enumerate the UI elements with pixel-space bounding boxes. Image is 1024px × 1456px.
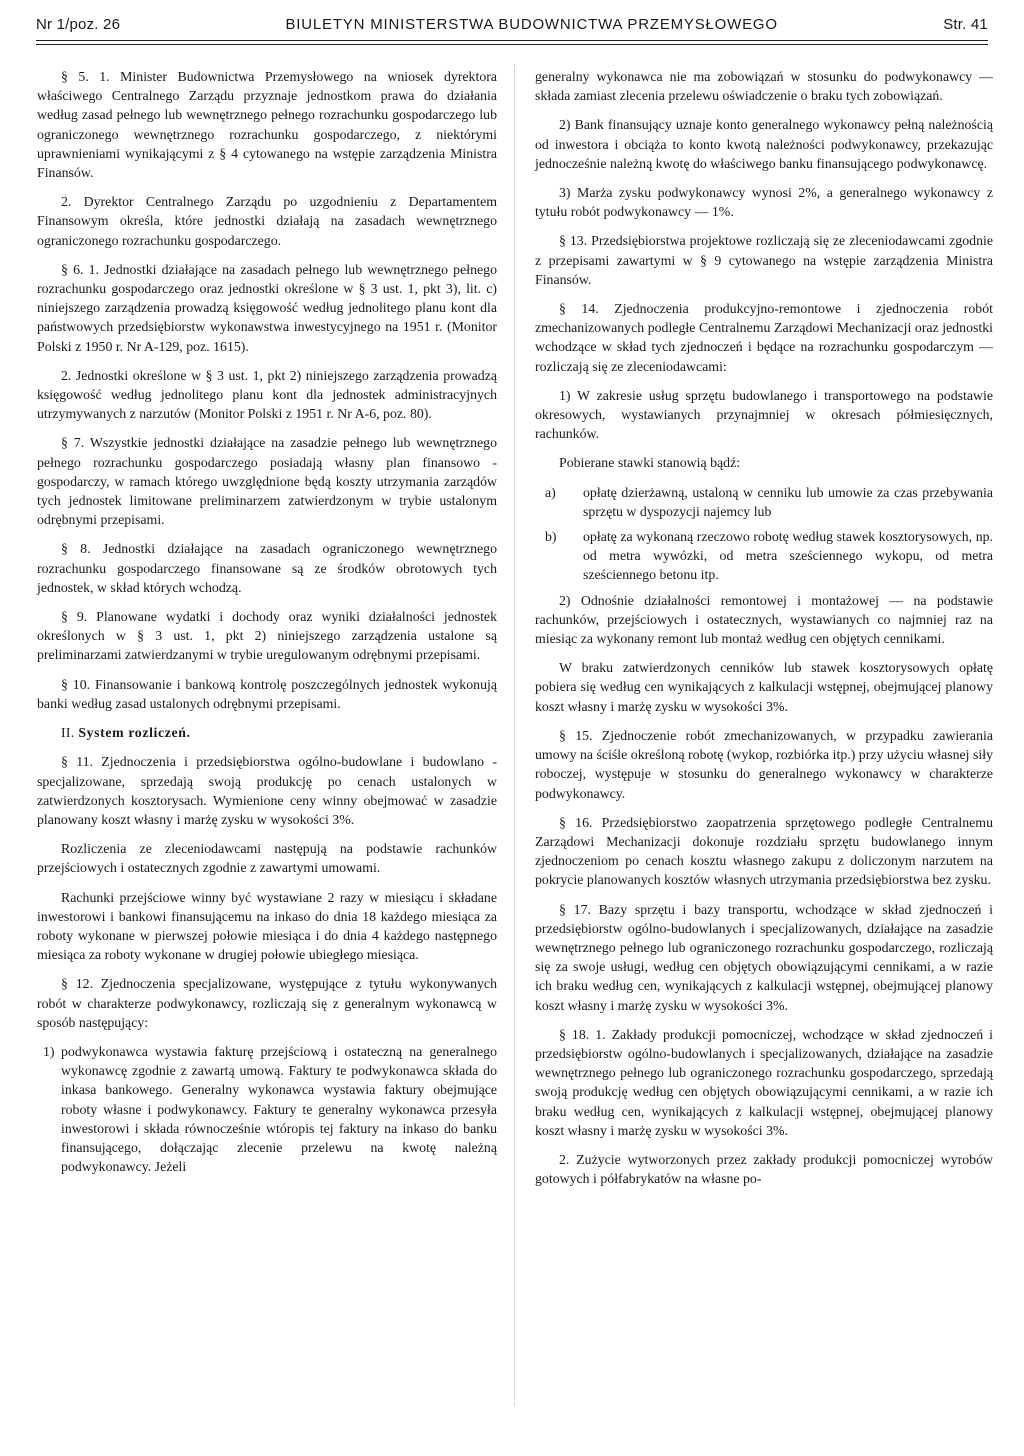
paragraph-s11: § 11. Zjednoczenia i przedsiębiorstwa ogólno-budowlane i budowlano - specjalizowane, sprzedają swoją produkcję po cenach ustalonych w zatwierdzonych kosztorysach. Wymienione ceny winny obejmować w zasadzie planowany koszt własny i marżę zysku w wysokości 3%. xyxy=(37,754,497,827)
column-divider xyxy=(514,64,515,1406)
paragraph-s10: § 10. Finansowanie i bankową kontrolę poszczególnych jednostek wykonują banki według zasad ustalonych odrębnymi przepisami. xyxy=(37,676,497,711)
paragraph-s17: § 17. Bazy sprzętu i bazy transportu, wchodzące w skład zjednoczeń i przedsiębiorstw ogólno-budowlanych i specjalizowanych, działające na zasadzie wewnętrznego pełnego lub ograniczonego rozrachunku gospodarczego, rozliczają się za swoje usługi, według cen objętych obowiązującymi cennikami, a w razie ich braku według cen, wynikających z kalkulacji wstępnej, obejmującej planowy koszt własny i marżę zysku w wysokości 3%. xyxy=(535,901,993,1013)
paragraph-s6-1: § 6. 1. Jednostki działające na zasadach pełnego lub wewnętrznego pełnego rozrachunku gospodarczego oraz jednostki określone w § 3 ust. 1, pkt 3), lit. c) niniejszego zarządzenia prowadzą księgowość według jednolitego planu kont dla państwowych przedsiębiorstw wykonawstwa inwestycyjnego na 1951 r. (Monitor Polski z 1950 r. Nr A-129, poz. 1615). xyxy=(37,261,497,354)
list-marker: 1) xyxy=(43,1043,55,1059)
issue-number: Nr 1/poz. 26 xyxy=(36,15,121,33)
page-header xyxy=(36,10,988,38)
section-heading xyxy=(61,723,497,742)
paragraph-s12: § 12. Zjednoczenia specjalizowane, występujące z tytułu wykonywanych robót w charakterze podwykonawcy, rozliczają się z generalnym wykonawcą w sposób następujący: xyxy=(37,976,497,1030)
paragraph-interim-invoices: Rachunki przejściowe winny być wystawiane 2 razy w miesiącu i składane inwestorowi i bankowi finansującemu na inkaso do dnia 18 każdego miesiąca za roboty wykonane w pierwszej połowie miesiąca i do dnia 4 każdego następnego miesiąca za roboty wykonane w drugiej połowie ubiegłego miesiąca. xyxy=(37,889,497,963)
paragraph-rates: Pobierane stawki stanowią bądź: xyxy=(559,455,741,471)
paragraph-s12-3: 3) Marża zysku podwykonawcy wynosi 2%, a generalnego wykonawcy z tytułu robót podwykonawcy — 1%. xyxy=(535,185,993,220)
list-marker: a) xyxy=(545,484,556,500)
paragraph-no-price-list: W braku zatwierdzonych cenników lub stawek kosztorysowych opłatę pobiera się według cen wynikających z kalkulacji wstępnej, obejmującej planowy koszt własny i marżę zysku w wysokości 3%. xyxy=(535,660,993,714)
right-column xyxy=(535,67,993,1456)
header-rule-thick xyxy=(36,40,988,41)
section-heading-text: System rozliczeń. xyxy=(78,725,191,741)
bulletin-title: BIULETYN MINISTERSTWA BUDOWNICTWA PRZEMYSŁOWEGO xyxy=(285,15,778,33)
paragraph-s6-2: 2. Jednostki określone w § 3 ust. 1, pkt 2) niniejszego zarządzenia prowadzą księgowość według jednolitego planu kont dla jednostek administracyjnych utrzymywanych z narzutów (Monitor Polski z 1951 r. Nr A-6, poz. 80). xyxy=(37,367,497,422)
paragraph-s5-1: § 5. 1. Minister Budownictwa Przemysłowego na wniosek dyrektora właściwego Centralnego Zarządu przyznaje jednostkom prawa do działania według zasad pełnego lub wewnętrznego pełnego rozrachunku gospodarczego lub ograniczonego wewnętrznego rozrachunku gospodarczego, z niektórymi uprawnieniami wynikającymi z § 4 cytowanego na wstępie zarządzenia Ministra Finansów. xyxy=(37,69,497,181)
paragraph-s18-1: § 18. 1. Zakłady produkcji pomocniczej, wchodzące w skład zjednoczeń i przedsiębiorstw ogólno-budowlanych i specjalizowanych, działające na zasadzie wewnętrznego pełnego lub ograniczonego rozrachunku gospodarczego, sprzedają swoją produkcję według cen objętych obowiązującymi cennikami, a w razie ich braku według cen, wynikających z kalkulacji wstępnej, obejmującej planowy koszt własny i marżę zysku w wysokości 3%. xyxy=(535,1026,993,1138)
paragraph-s14: § 14. Zjednoczenia produkcyjno-remontowe i zjednoczenia robót zmechanizowanych podległe Centralnemu Zarządowi Mechanizacji oraz jednostki wchodzące w skład tych zjednoczeń i będące na rozrachunku gospodarczym — rozliczają się ze zleceniodawcami: xyxy=(535,301,993,374)
paragraph-s14-2: 2) Odnośnie działalności remontowej i montażowej — na podstawie rachunków, przejściowych i ostatecznych, wystawianych co najmniej raz na miesiąc za wykonany remont lub montaż według cen objętych cennikami. xyxy=(535,592,993,647)
paragraph-s5-2: 2. Dyrektor Centralnego Zarządu po uzgodnieniu z Departamentem Finansowym określa, które jednostki działają na zasadach wewnętrznego ograniczonego rozrachunku gospodarczego. xyxy=(37,194,497,248)
list-item xyxy=(535,483,993,521)
paragraph-s9: § 9. Planowane wydatki i dochody oraz wyniki działalności jednostek określonych w § 3 ust. 1, pkt 2) niniejszego zarządzenia ustalone są preliminarzami zatwierdzanymi w trybie uregulowanym odrębnymi przepisami. xyxy=(37,609,497,663)
paragraph-s12-2: 2) Bank finansujący uznaje konto generalnego wykonawcy pełną należnością od inwestora i obciąża to konto kwotą należności podwykonawcy, przekazując jednocześnie należną kwotę do właściwego banku finansującego podwykonawcę. xyxy=(535,117,993,171)
list-item-text: opłatę za wykonaną rzeczowo robotę według stawek kosztorysowych, np. od metra wywózki, od metra sześciennego wykopu, od metra sześciennego betonu itp. xyxy=(583,529,993,583)
list-item xyxy=(37,1042,497,1176)
page-number: Str. 41 xyxy=(943,15,988,33)
list-item-text: podwykonawca wystawia fakturę przejściową i ostateczną na generalnego wykonawcę zgodnie z zawartą umową. Faktury te podwykonawca składa do inkasa bankowego. Generalny wykonawca wystawia faktury obejmujące roboty własne i podwykonawcy. Faktury te generalny wykonawca przesyła inwestorowi i składa równocześnie wtóropis tej faktury na inkaso do banku finansującego, dołączając zlecenie przelewu na kwotę należną podwykonawcy. Jeżeli xyxy=(61,1043,497,1175)
paragraph-s7: § 7. Wszystkie jednostki działające na zasadzie pełnego lub wewnętrznego pełnego rozrachunku gospodarczego posiadają własny plan finansowo - gospodarczy, w ramach którego uwzględnione będą koszty utrzymania zarządów tych jednostek limitowane preliminarzem zatwierdzonym w trybie ustalonym odrębnymi przepisami. xyxy=(37,435,497,528)
list-marker: b) xyxy=(545,529,557,545)
paragraph-s15: § 15. Zjednoczenie robót zmechanizowanych, w przypadku zawierania umowy na ściśle określoną robotę (wykop, rozbiórka itp.) przy użyciu własnej siły roboczej, występuje w stosunku do generalnego wykonawcy w charakterze podwykonawcy. xyxy=(535,727,993,801)
paragraph-continued: generalny wykonawca nie ma zobowiązań w stosunku do podwykonawcy — składa zamiast zlecenia przelewu oświadczenie o braku tych zobowiązań. xyxy=(535,69,993,104)
paragraph-s8: § 8. Jednostki działające na zasadach ograniczonego wewnętrznego rozrachunku gospodarczego finansowane są ze środków obrotowych tych jednostek, w skład których wchodzą. xyxy=(37,541,497,595)
paragraph-s18-2: 2. Zużycie wytworzonych przez zakłady produkcji pomocniczej wyrobów gotowych i półfabrykatów na własne po- xyxy=(535,1151,993,1187)
left-column xyxy=(37,67,497,1456)
paragraph-settlements: Rozliczenia ze zleceniodawcami następują na podstawie rachunków przejściowych i ostatecznych zgodnie z zawartymi umowami. xyxy=(37,841,497,876)
paragraph-s16: § 16. Przedsiębiorstwo zaopatrzenia sprzętowego podległe Centralnemu Zarządowi Mechanizacji dokonuje rozdziału sprzętu budowlanego innym zjednoczeniom po cenach kosztu własnego zakupu z doliczonym narzutem na pokrycie planowanych kosztów własnych utrzymania przedsiębiorstwa bez zysku. xyxy=(535,814,993,888)
paragraph-s13: § 13. Przedsiębiorstwa projektowe rozliczają się ze zleceniodawcami zgodnie z przepisami zawartymi w § 9 cytowanego na wstępie zarządzenia Ministra Finansów. xyxy=(535,233,993,287)
paragraph-s14-1: 1) W zakresie usług sprzętu budowlanego i transportowego na podstawie okresowych, wystawianych przynajmniej w okresach półmiesięcznych, rachunków. xyxy=(535,387,993,442)
header-rule-thin xyxy=(36,44,988,45)
list-item xyxy=(535,527,993,585)
list-item-text: opłatę dzierżawną, ustaloną w cenniku lub umowie za czas przebywania sprzętu w dyspozycji najemcy lub xyxy=(583,484,993,519)
section-heading-number: II. xyxy=(61,725,75,741)
